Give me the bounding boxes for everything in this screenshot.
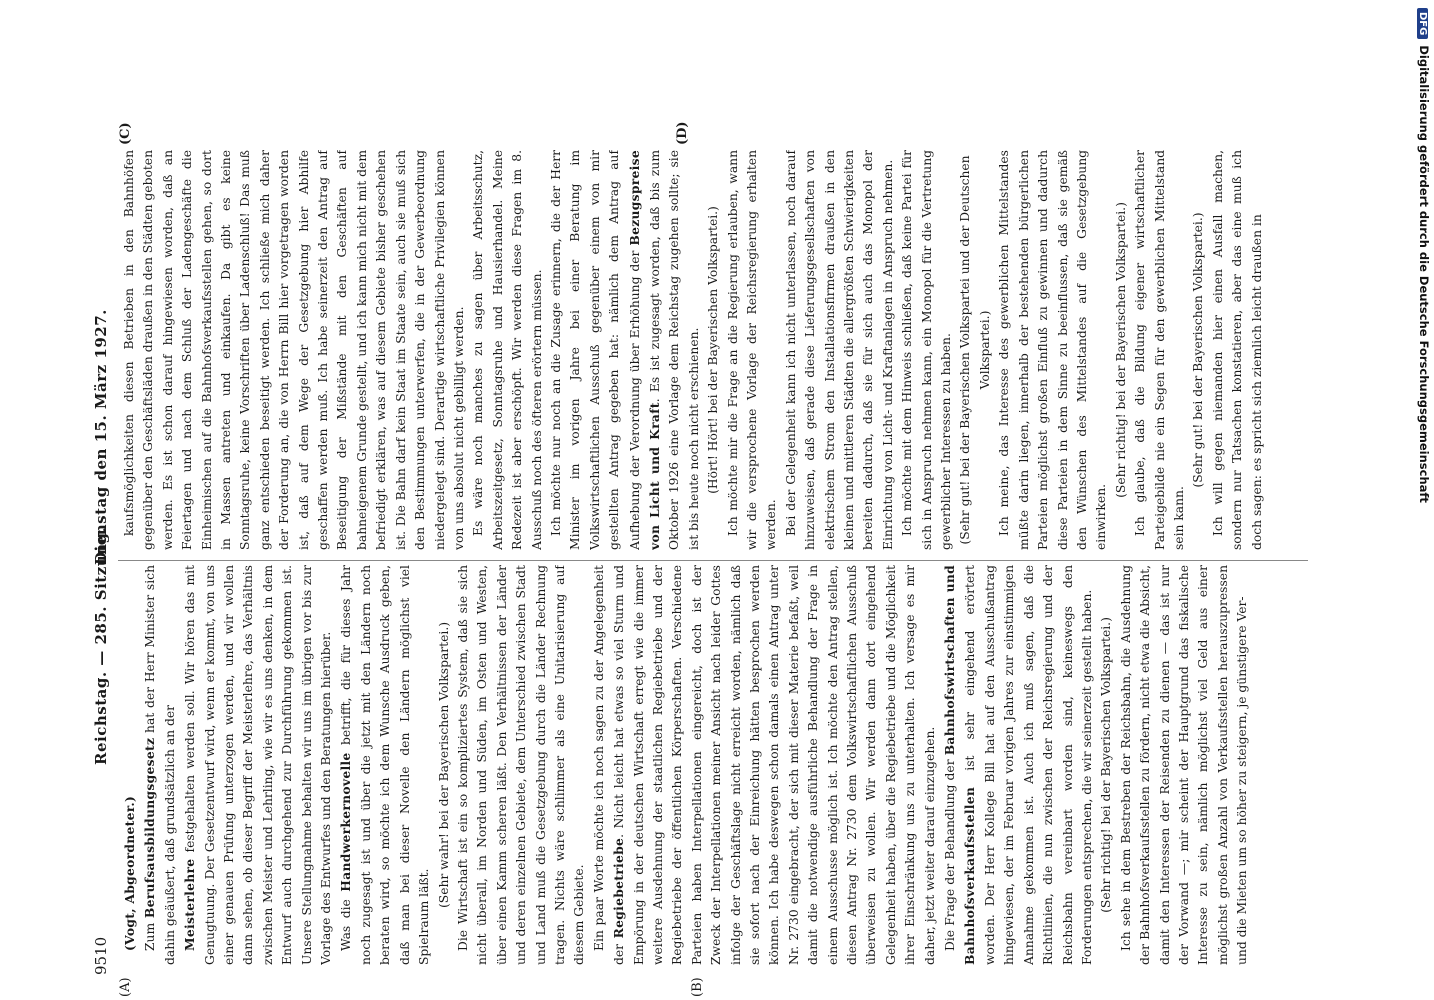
paragraph-text: (Sehr gut! bei der Bayerischen Volkspartei und der Deutschen Volkspartei.) xyxy=(958,155,992,545)
paragraph xyxy=(1117,565,1253,965)
column-divider xyxy=(118,560,1308,561)
paragraph xyxy=(140,565,180,965)
paragraph-text: Ich sehe in dem Bestreben der Reichsbahn, die Ausdehnung der Bahnhofsverkaufsstellen zu fördern, nicht etwa die Absicht, damit den Interessen der Reisenden zu dienen — das ist nur der Vorwand —; mir scheint der Hauptgrund das fiskalische Interesse zu sein, nämlich möglichst viel Geld aus einer möglichst großen Anzahl von Verkaufsstellen herauszupressen und die Mieten um so höher zu steigern, je günstigere Ver- xyxy=(1118,565,1250,965)
credit-text: Digitalisierung gefördert durch die Deutsche Forschungsgemeinschaft xyxy=(1417,45,1431,503)
paragraph xyxy=(590,565,940,965)
paragraph-text: (Sehr richtig! bei der Bayerischen Volkspartei.) xyxy=(1099,617,1114,913)
paragraph-text: (Sehr wahr! bei der Bayerischen Volkspartei.) xyxy=(436,621,451,909)
paragraph-text: Ich möchte mit dem Hinweis schließen, daß keine Partei für sich in Anspruch nehmen kann, ein Monopol für die Vertretung gewerblicher Interessen zu haben. xyxy=(900,150,954,550)
scanned-page xyxy=(90,50,1320,997)
dfg-logo: DFG xyxy=(1417,8,1428,39)
paragraph-text: (Sehr richtig! bei der Bayerischen Volkspartei.) xyxy=(1113,202,1128,498)
paragraph xyxy=(120,565,140,965)
paragraph xyxy=(1097,565,1116,965)
bold-term: Regiebetriebe xyxy=(611,837,627,939)
page-header xyxy=(90,50,114,975)
text-column-right xyxy=(120,150,1315,550)
margin-letter-a: (A) xyxy=(118,977,133,997)
bold-term: (Vogt, Abgeordneter.) xyxy=(122,795,137,951)
paragraph xyxy=(547,150,704,550)
paragraph xyxy=(995,150,1111,550)
bold-term: Berufsausbildungsgesetz xyxy=(142,737,158,919)
paragraph xyxy=(940,565,1097,965)
paragraph-text: festgehalten werden soll. Wir hören das mit Genugtuung. Der Gesetzentwurf wird, wenn er kommt, von uns einer genauen Prüfung unterzogen werden, und wir wollen dann sehen, ob dieser Begriff der Meisterlehre, das Verhältnis zwischen Meister und Lehrling, wie wir es uns denken, in dem Entwurf auch durchgehend zur Durchführung gekommen ist. Unsere Stellungnahme behalten wir uns im übrigen vor bis zur Vorlage des Entwurfes und den Beratungen hierüber. xyxy=(183,565,334,965)
paragraph xyxy=(180,565,336,965)
paragraph-text: . Es ist zugesagt worden, daß bis zum Oktober 1926 eine Vorlage dem Reichstag zugehen sollte; sie ist bis heute noch nicht erschienen. xyxy=(647,150,701,550)
paragraph-text: Ich meine, das Interesse des gewerblichen Mittelstandes müßte darin liegen, innerhalb der bestehenden bürgerlichen Parteien möglichst großen Einfluß zu gewinnen und dadurch diese Parteien in dem Sinne zu beeinflussen, daß sie gemäß den Wünschen des Mittelstandes auf die Gesetzgebung einwirken. xyxy=(997,150,1109,550)
header-title-right: Dienstag den 15. März 1927. xyxy=(92,309,110,565)
paragraph-text: Was die xyxy=(339,891,354,951)
paragraph-text: betrifft, die für dieses Jahr noch zugesagt ist und über die jetzt mit den Ländern noch beraten wird, so möchte ich dem Wunsche Ausdruck geben, daß man bei dieser Novelle den Ländern möglichst viel Spielraum läßt. xyxy=(339,565,432,965)
paragraph-text: (Sehr gut! bei der Bayerischen Volkspartei.) xyxy=(1191,212,1206,488)
paragraph-text: Ich möchte nur noch an die Zusage erinnern, die der Herr Minister im vorigen Jahre bei einer Beratung im Volkswirtschaftlichen Ausschuß gegenüber einem von mir gestellten Antrag gegeben hat: nämlich dem Antrag auf Aufhebung der Verordnung über Erhöhung der xyxy=(548,150,642,550)
header-title-left: Reichstag. — 285. Sitzung. xyxy=(92,526,110,765)
margin-letter-d: (D) xyxy=(675,121,690,145)
paragraph xyxy=(454,565,590,965)
paragraph-text: Ich will gegen niemanden hier einen Ausfall machen, sondern nur Tatsachen konstatieren, aber das eine muß ich doch sagen: es spricht sich ziemlich leicht draußen in xyxy=(1210,150,1264,550)
margin-letter-b: (B) xyxy=(690,977,705,997)
bold-term: Bezugspreise von Licht und Kraft xyxy=(626,150,662,550)
paragraph-text: . Nicht leicht hat etwas so viel Sturm und Empörung in der deutschen Wirtschaft erregt wie die immer weitere Ausdehnung der staatlichen Regiebetriebe und der Regiebetriebe der öffentlichen Körperschaften. Verschiedene Parteien haben Interpellationen eingereicht, doch ist der Zweck der Interpellationen meiner Ansicht nach leider Gottes infolge der Geschäftslage nicht erreicht worden, nämlich daß sie sofort nach der Einreichung hätten besprochen werden können. Ich habe deswegen schon damals einen Antrag unter Nr. 2730 eingebracht, der sich mit dieser Materie befaßt, weil damit die notwendige ausführliche Behandlung der Frage in einem Ausschusse möglich ist. Ich möchte den Antrag stellen, diesen Antrag Nr. 2730 dem Volkswirtschaftlichen Ausschuß überweisen zu wollen. Wir werden dann dort eingehend Gelegenheit haben, über die Regiebetriebe und die Möglichkeit ihrer Einschränkung uns zu unterhalten. Ich versage es mir daher, jetzt weiter darauf einzugehen. xyxy=(612,565,937,965)
paragraph xyxy=(782,150,898,550)
paragraph-text: Bei der Gelegenheit kann ich nicht unterlassen, noch darauf hinzuweisen, daß gerade diese Lieferungsgesellschaften von elektrischem Strom den Installationsfirmen draußen in den kleinen und mittleren Städten die allergrößten Schwierigkeiten bereiten dadurch, daß sie für sich auch das Monopol der Einrichtung von Licht- und Kraftanlagen in Anspruch nehmen. xyxy=(783,150,895,550)
paragraph-text: Es wäre noch manches zu sagen über Arbeitsschutz, Arbeitszeitgesetz, Sonntagsruhe und Hausierhandel. Meine Redezeit ist aber erschöpft. Wir werden diese Fragen im 8. Ausschuß noch des öfteren erörtern müssen. xyxy=(471,150,544,550)
paragraph xyxy=(1112,150,1131,550)
page-number: 9510 xyxy=(92,936,110,975)
paragraph xyxy=(704,150,723,550)
paragraph-text: ist sehr eingehend erörtert worden. Der Herr Kollege Bill hat auf den Ausschußantrag hingewiesen, der im Februar vorigen Jahres zur einstimmigen Annahme gekommen ist. Auch ich muß sagen, daß die Richtlinien, die nun zwischen der Reichsregierung und der Reichsbahn vereinbart worden sind, keineswegs den Forderungen entsprechen, die wir seinerzeit gestellt haben. xyxy=(963,565,1094,965)
paragraph-text: Ein paar Worte möchte ich noch sagen zu der Angelegenheit der xyxy=(591,565,627,965)
paragraph xyxy=(120,150,469,550)
bold-term: Meisterlehre xyxy=(182,858,198,951)
paragraph-text: Ich möchte mir die Frage an die Regierung erlauben, wann wir die versprochene Vorlage der Reichsregierung erhalten werden. xyxy=(725,150,779,550)
paragraph xyxy=(1189,150,1208,550)
paragraph-text: Zum xyxy=(143,918,158,951)
paragraph xyxy=(336,565,434,965)
margin-letter-c: (C) xyxy=(118,122,133,145)
paragraph-text: Ich glaube, daß die Bildung eigener wirtschaftlicher Parteigebilde nie ein Segen für den gewerblichen Mittelstand sein kann. xyxy=(1133,150,1186,550)
paragraph-text: hat der Herr Minister sich dahin geäußert, daß grundsätzlich an der xyxy=(143,565,177,965)
paragraph-text: (Hört! Hört! bei der Bayerischen Volkspartei.) xyxy=(706,206,721,494)
paragraph xyxy=(898,150,956,550)
paragraph xyxy=(1209,150,1267,550)
text-column-left xyxy=(120,565,1315,965)
paragraph xyxy=(435,565,454,965)
bold-term: Bahnhofswirtschaften und Bahnhofsverkaufsstellen xyxy=(942,565,978,965)
digitization-credit xyxy=(1413,8,1431,698)
paragraph xyxy=(469,150,547,550)
paragraph-text: Die Wirtschaft ist ein so kompliziertes System, daß sie sich nicht überall, im Norden und Süden, im Osten und Westen, über einen Kamm scheren läßt. Den Verhältnissen der Länder und deren einzelnen Gebiete, dem Unterschied zwischen Stadt und Land muß die Gesetzgebung durch die Länder Rechnung tragen. Nichts wäre schlimmer als eine Unitarisierung auf diesem Gebiete. xyxy=(455,565,587,965)
paragraph-text: kaufsmöglichkeiten diesen Betrieben in den Bahnhöfen gegenüber den Geschäftsläden draußen in den Städten geboten werden. Es ist schon darauf hingewiesen worden, daß an Feiertagen und nach dem Schluß der Ladengeschäfte die Einheimischen auf die Bahnhofsverkaufsstellen gehen, so dort in Massen antreten und einkaufen. Da gibt es keine Sonntagsruhe, keine Vorschriften über Ladenschluß! Das muß ganz entschieden beseitigt werden. Ich schließe mich daher der Forderung an, die von Herrn Bill hier vorgetragen worden ist, daß auf dem Wege der Gesetzgebung hier Abhilfe geschaffen werden muß. Ich habe seinerzeit den Antrag auf Beseitigung der Mißstände mit den Geschäften auf bahneigenem Grunde gestellt, und ich kann mich nicht mit dem befriedigt erklären, was auf diesem Gebiete bisher geschehen ist. Die Bahn darf kein Staat im Staate sein, auch sie muß sich den Bestimmungen unterwerfen, die in der Gewerbeordnung niedergelegt sind. Derartige wirtschaftliche Privilegien können von uns absolut nicht gebilligt werden. xyxy=(122,150,466,550)
bold-term: Handwerkernovelle xyxy=(338,752,354,892)
paragraph xyxy=(1131,150,1189,550)
paragraph-text: Die Frage der Behandlung der xyxy=(943,755,958,951)
paragraph xyxy=(724,150,782,550)
paragraph xyxy=(956,150,995,550)
